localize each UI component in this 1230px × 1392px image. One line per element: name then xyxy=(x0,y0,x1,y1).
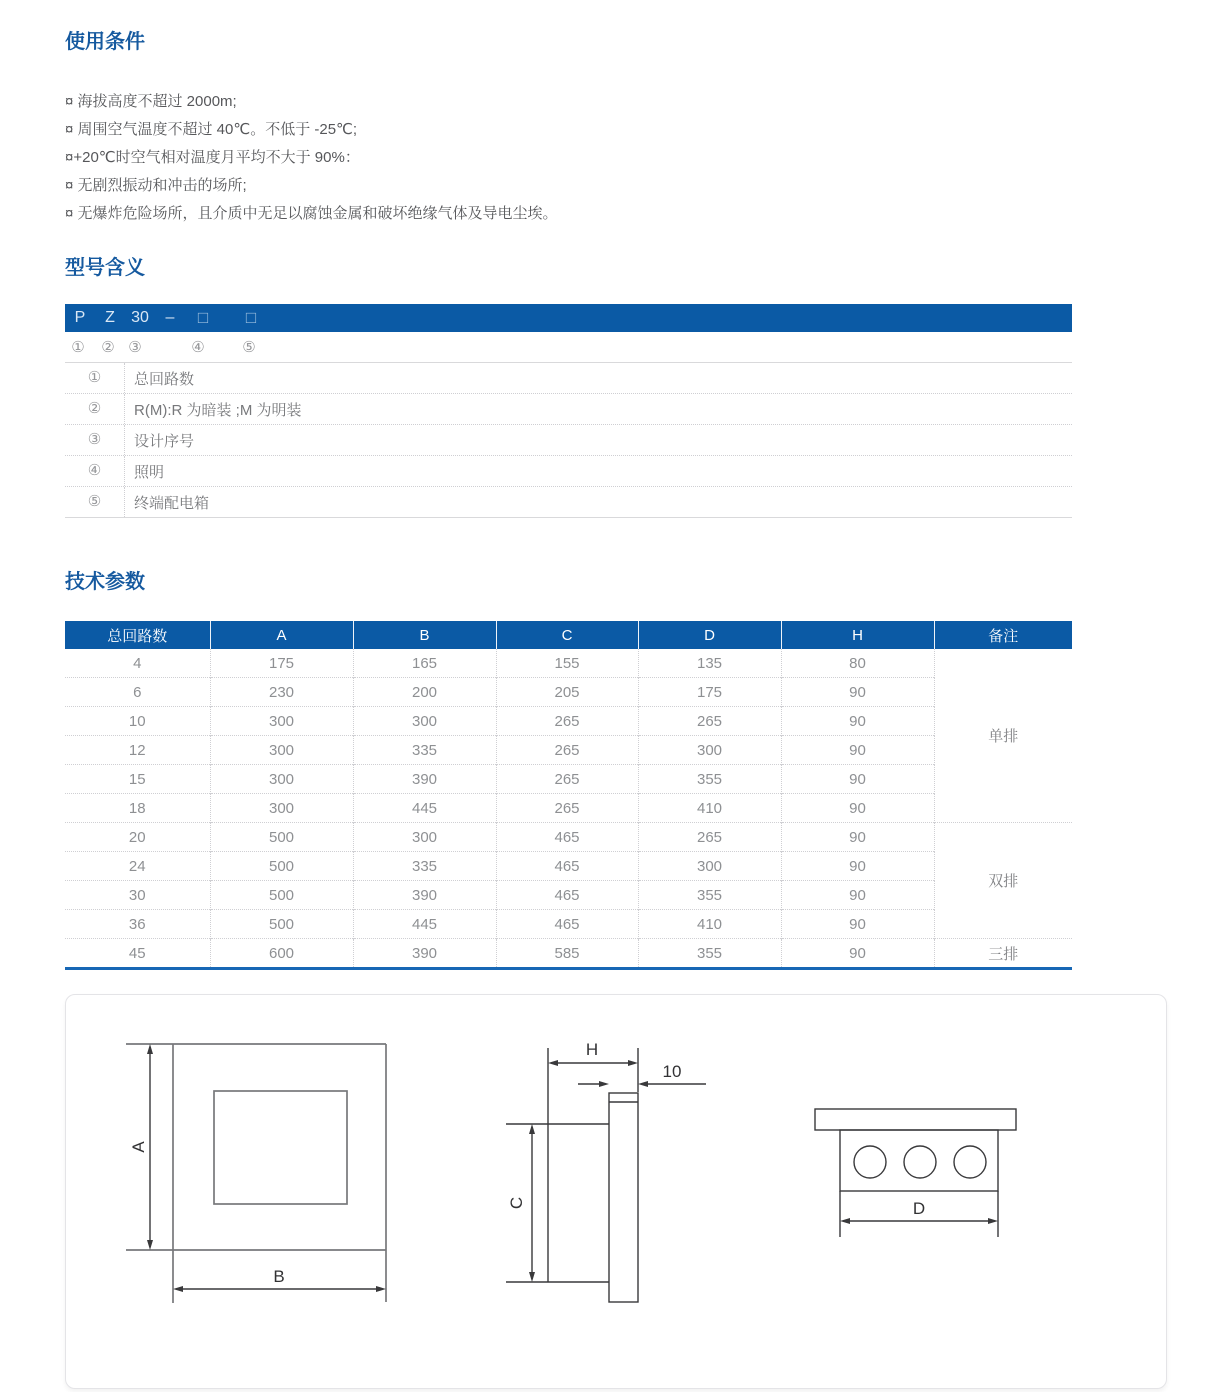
model-legend-row xyxy=(65,486,1072,517)
table-cell: 4 xyxy=(133,654,142,672)
column-header: C xyxy=(496,621,638,649)
table-cell: 10 xyxy=(65,707,210,736)
table-cell: 45 xyxy=(65,939,210,969)
tech-params-table xyxy=(65,621,1072,970)
table-cell: 135 xyxy=(638,649,781,678)
table-cell: 445 xyxy=(353,910,496,939)
table-row xyxy=(65,678,1072,707)
table-row xyxy=(65,939,1072,969)
model-code-part: Z xyxy=(105,309,115,326)
model-digit-row xyxy=(65,332,1072,362)
table-cell: 500 xyxy=(210,852,353,881)
table-row xyxy=(65,736,1072,765)
table-cell: 175 xyxy=(210,649,353,678)
table-cell: 90 xyxy=(781,910,934,939)
table-row xyxy=(65,707,1072,736)
table-cell: 6 xyxy=(65,678,210,707)
table-cell: 355 xyxy=(638,939,781,969)
table-cell: 355 xyxy=(638,765,781,794)
table-cell: 90 xyxy=(781,765,934,794)
knockout-hole xyxy=(904,1146,936,1178)
section-title-usage-conditions: 使用条件 xyxy=(65,31,145,53)
circled-digit: ⑤ xyxy=(242,339,256,356)
legend-row-label: 总回路数 xyxy=(134,370,195,388)
table-cell: 445 xyxy=(353,794,496,823)
table-cell: 600 xyxy=(210,939,353,969)
table-cell: 265 xyxy=(496,707,638,736)
table-cell: 300 xyxy=(210,765,353,794)
model-code-placeholder-box: □ xyxy=(245,308,257,327)
table-row xyxy=(65,852,1072,881)
model-legend-row xyxy=(65,424,1072,455)
table-cell: 90 xyxy=(781,794,934,823)
legend-row-label: 照明 xyxy=(134,463,165,481)
table-cell: 265 xyxy=(496,794,638,823)
front-view-inner-door xyxy=(214,1091,347,1204)
table-cell: 465 xyxy=(496,910,638,939)
dim-label-10: 10 xyxy=(662,1062,682,1081)
table-row xyxy=(65,823,1072,852)
dim-label-h: H xyxy=(585,1040,599,1059)
model-legend-row xyxy=(65,393,1072,424)
model-code-placeholder-box: □ xyxy=(197,308,209,327)
table-cell: 24 xyxy=(65,852,210,881)
table-row xyxy=(65,794,1072,823)
table-cell: 390 xyxy=(353,881,496,910)
table-cell: 265 xyxy=(638,823,781,852)
table-row xyxy=(65,910,1072,939)
legend-row-label: 终端配电箱 xyxy=(134,494,210,512)
table-cell: 155 xyxy=(496,649,638,678)
table-cell: 175 xyxy=(638,678,781,707)
table-cell: 300 xyxy=(353,707,496,736)
front-view-drawing xyxy=(126,1044,386,1303)
remark-cell: 单排 xyxy=(934,649,1072,823)
table-cell: 500 xyxy=(210,823,353,852)
circled-digit: ① xyxy=(71,339,85,356)
table-cell: 410 xyxy=(638,910,781,939)
legend-row-digit: ③ xyxy=(65,425,125,455)
table-cell: 90 xyxy=(781,678,934,707)
circled-digit: ② xyxy=(101,339,115,356)
table-cell: 390 xyxy=(353,939,496,969)
column-header: H xyxy=(781,621,934,649)
table-cell: 265 xyxy=(638,707,781,736)
usage-condition-item: ¤ 周围空气温度不超过 40℃。不低于 -25℃; xyxy=(65,121,358,138)
column-header: 备注 xyxy=(934,621,1072,649)
section-title-model-meaning: 型号含义 xyxy=(65,257,145,279)
model-code-bar xyxy=(65,304,1072,332)
bottom-view-body xyxy=(840,1130,998,1191)
table-row xyxy=(65,649,1072,678)
table-row xyxy=(65,765,1072,794)
table-cell: 335 xyxy=(353,736,496,765)
usage-conditions-list xyxy=(65,88,1230,228)
tech-table-header-row xyxy=(65,621,1072,649)
model-legend-row xyxy=(65,363,1072,393)
dim-label-a: A xyxy=(129,1141,148,1153)
table-cell: 90 xyxy=(781,939,934,969)
table-cell: 300 xyxy=(210,707,353,736)
legend-row-label: 设计序号 xyxy=(134,432,195,450)
legend-row-digit: ② xyxy=(65,394,125,424)
table-cell: 30 xyxy=(65,881,210,910)
column-header: 总回路数 xyxy=(65,621,210,649)
table-cell: 90 xyxy=(781,707,934,736)
circled-digit: ③ xyxy=(128,339,142,356)
column-header: B xyxy=(353,621,496,649)
table-cell: 300 xyxy=(638,852,781,881)
table-cell: 20 xyxy=(65,823,210,852)
table-cell: 15 xyxy=(65,765,210,794)
table-cell: 265 xyxy=(496,765,638,794)
table-cell: 300 xyxy=(210,736,353,765)
model-code-part: 30 xyxy=(131,309,149,326)
dimension-diagrams-panel xyxy=(65,994,1167,1389)
table-cell: 80 xyxy=(781,649,934,678)
model-legend-rows xyxy=(65,362,1072,518)
table-cell: 200 xyxy=(353,678,496,707)
table-cell: 585 xyxy=(496,939,638,969)
side-view-box-body xyxy=(609,1093,638,1302)
table-cell: 410 xyxy=(638,794,781,823)
dim-label-b: B xyxy=(273,1267,285,1286)
table-cell: 18 xyxy=(65,794,210,823)
model-code-dash: – xyxy=(165,309,175,326)
usage-condition-item: ¤ 无剧烈振动和冲击的场所; xyxy=(65,177,247,194)
table-cell: 335 xyxy=(353,852,496,881)
legend-row-label: R(M):R 为暗装 ;M 为明装 xyxy=(134,401,302,419)
table-cell: 465 xyxy=(496,823,638,852)
bottom-view-flange xyxy=(815,1109,1016,1130)
table-cell: 300 xyxy=(210,794,353,823)
knockout-hole xyxy=(954,1146,986,1178)
column-header: D xyxy=(638,621,781,649)
bottom-view-drawing xyxy=(815,1109,1016,1237)
knockout-hole xyxy=(854,1146,886,1178)
model-meaning-table xyxy=(65,304,1072,518)
usage-condition-item: ¤+20℃时空气相对温度月平均不大于 90%： xyxy=(65,149,360,166)
table-cell: 265 xyxy=(496,736,638,765)
legend-row-digit: ① xyxy=(65,363,125,393)
dim-label-d: D xyxy=(912,1199,926,1218)
table-cell: 230 xyxy=(210,678,353,707)
table-cell: 500 xyxy=(210,910,353,939)
table-cell: 465 xyxy=(496,881,638,910)
model-code-part: P xyxy=(74,309,86,326)
column-header: A xyxy=(210,621,353,649)
table-cell: 205 xyxy=(496,678,638,707)
table-cell: 390 xyxy=(353,765,496,794)
dim-label-c: C xyxy=(507,1196,526,1210)
table-cell: 300 xyxy=(638,736,781,765)
table-cell: 90 xyxy=(781,823,934,852)
table-cell: 165 xyxy=(353,649,496,678)
dimension-diagrams xyxy=(66,995,1166,1388)
table-cell: 90 xyxy=(781,881,934,910)
table-cell: 36 xyxy=(65,910,210,939)
table-cell: 90 xyxy=(781,736,934,765)
table-cell: 12 xyxy=(65,736,210,765)
side-view-drawing xyxy=(506,1040,706,1302)
legend-row-digit: ④ xyxy=(65,456,125,486)
usage-condition-item: ¤ 海拔高度不超过 2000m; xyxy=(65,93,237,110)
table-row xyxy=(65,881,1072,910)
usage-condition-item: ¤ 无爆炸危险场所，且介质中无足以腐蚀金属和破坏绝缘气体及导电尘埃。 xyxy=(65,205,558,222)
section-title-tech-params: 技术参数 xyxy=(65,571,145,593)
remark-cell: 双排 xyxy=(934,823,1072,939)
tech-table-body xyxy=(65,649,1072,969)
table-cell: 300 xyxy=(353,823,496,852)
table-cell: 90 xyxy=(781,852,934,881)
legend-row-digit: ⑤ xyxy=(65,487,125,517)
table-cell: 355 xyxy=(638,881,781,910)
model-legend-row xyxy=(65,455,1072,486)
remark-cell: 三排 xyxy=(934,939,1072,969)
table-cell: 465 xyxy=(496,852,638,881)
circled-digit: ④ xyxy=(191,339,205,356)
table-cell: 500 xyxy=(210,881,353,910)
